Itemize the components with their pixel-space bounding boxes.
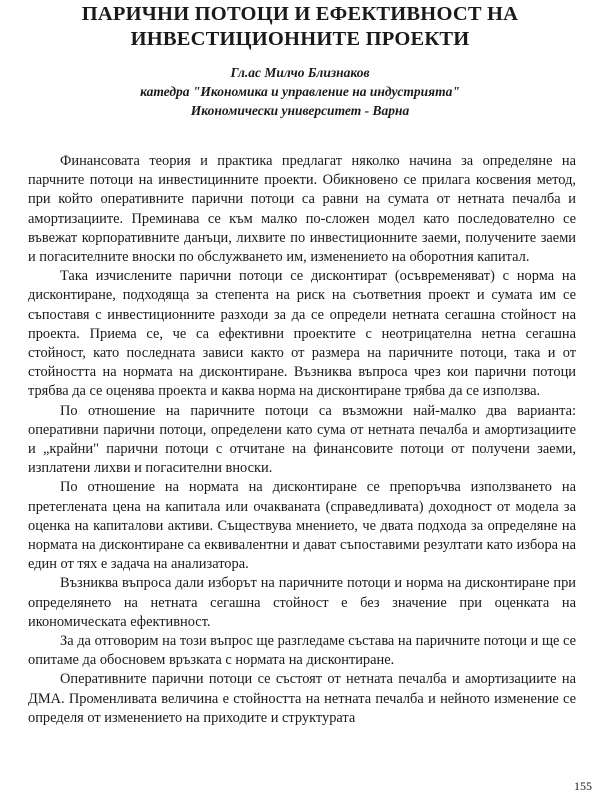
paragraph: Възниква въпроса дали изборът на паричните потоци и норма на дисконтиране при определянето на нетната сегашна стойност е без значение при оценката на икономическата ефективност. (28, 575, 576, 630)
paragraph: За да отговорим на този въпрос ще разгледаме състава на паричните потоци и ще се опитаме да обосновем връзката с нормата на дисконтиране. (28, 633, 576, 669)
article-body (28, 152, 576, 728)
author-university: Икономически университет - Варна (190, 103, 410, 118)
title-line-2: ИНВЕСТИЦИОННИТЕ ПРОЕКТИ (130, 28, 470, 50)
paragraph: По отношение на паричните потоци са възможни най-малко два варианта: оперативни парични потоци, определени като сума от нетната печалба и амортизациите и „крайни" парични потоци с отчитане на финансовите потоци от получени заеми, изплатени лихви и погасителни вноски. (28, 402, 576, 477)
author-department: катедра "Икономика и управление на индустрията" (140, 84, 460, 99)
paragraph: Финансовата теория и практика предлагат няколко начина за определяне на парчните потоци на инвестицинните проекти. Обикновено се прилага косвения метод, при който оперативните парични потоци са равни на сумата от нетната печалба и амортизациите. Преминава се към малко по-сложен модел като последователно се въвежат корпоративните данъци, лихвите по инвестиционните заеми, получените заеми и погасителните вноски по обслужването им, изменението на оборотния капитал. (28, 153, 576, 266)
paragraph: Така изчислените парични потоци се дисконтират (осъвременяват) с норма на дисконтиране, подходяща за степента на риск на съответния проект и сумата им се съпоставя с инвестиционните разходи за да се определи нетната сегашна стойност на проекта. Приема се, че са ефективни проектите с неотрицателна нетна сегашна стойност, като последната зависи както от размера на паричните потоци, така и от стойността на нормата на дисконтиране. Възниква въпроса чрез кои парични потоци трябва да се оценява проекта и каква норма на дисконтиране трябва да се използва. (28, 268, 576, 400)
author-name: Гл.ас Милчо Близнаков (230, 65, 370, 80)
paragraph: По отношение на нормата на дисконтиране се препоръчва използването на претеглената цена на капитала или очакваната (справедливата) доходност от модела за оценка на капиталови активи. Съществува мнението, че двата подхода за определяне на нормата на дисконтиране са еквивалентни и дават съпоставими резултати като избора на един от тях е задача на анализатора. (28, 479, 576, 573)
paper-title (40, 2, 560, 52)
title-line-1: ПАРИЧНИ ПОТОЦИ И ЕФЕКТИВНОСТ НА (81, 3, 519, 25)
page-number: 155 (574, 779, 592, 793)
author-block (80, 63, 520, 120)
paragraph: Оперативните парични потоци се състоят от нетната печалба и амортизациите на ДМА. Променливата величина е стойността на нетната печалба и нейното изменение се определя от изменението на приходите и структурата (28, 671, 576, 726)
